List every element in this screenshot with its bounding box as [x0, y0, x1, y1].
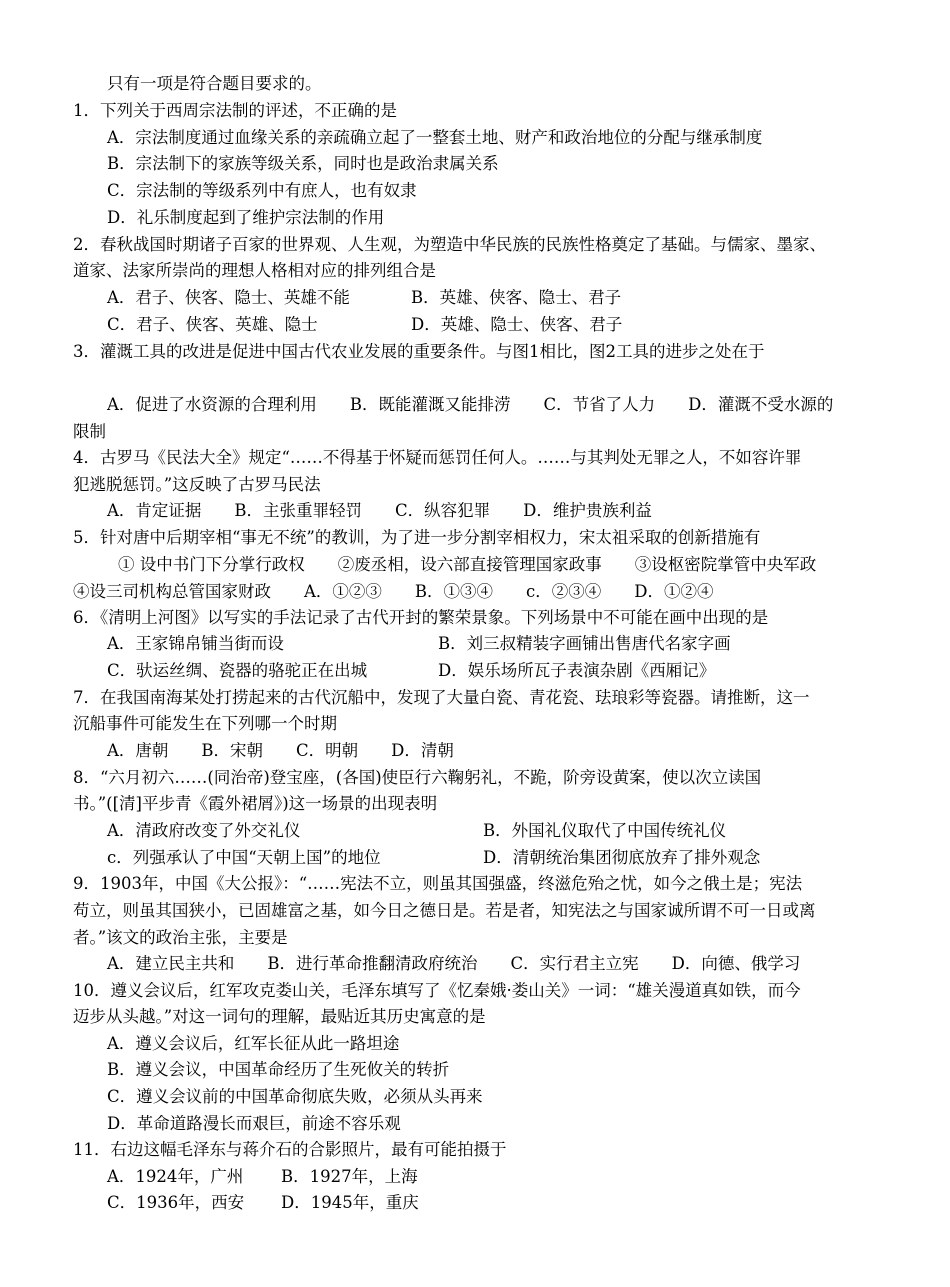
- question-5-items: ① 设中书门下分掌行政权 ②废丞相，设六部直接管理国家政事 ③设枢密院掌管中央军政: [118, 555, 817, 574]
- question-10-option-b: B．遵义会议，中国革命经历了生死攸关的转折: [107, 1060, 450, 1079]
- question-2-stem-line2: 道家、法家所崇尚的理想人格相对应的排列组合是: [73, 261, 436, 280]
- question-6-stem: 6．《清明上河图》以写实的手法记录了古代开封的繁荣景象。下列场景中不可能在画中出现的是: [73, 608, 769, 627]
- question-1-stem: 1．下列关于西周宗法制的评述，不正确的是: [73, 101, 397, 120]
- question-9-stem-line2: 苟立，则虽其国狭小，已固雄富之基，如今日之德日是。若是者，知宪法之与国家诚所谓不可一日或离: [73, 901, 816, 920]
- question-6-option-d: D．娱乐场所瓦子表演杂剧《西厢记》: [438, 661, 716, 680]
- question-11-option-d: D．1945年，重庆: [281, 1193, 419, 1212]
- question-2-option-d: D．英雄、隐士、侠客、君子: [411, 315, 623, 334]
- question-1-option-c: C．宗法制的等级系列中有庶人，也有奴隶: [107, 181, 417, 200]
- question-10-stem-line2: 迈步从头越。”对这一词句的理解，最贴近其历史寓意的是: [73, 1007, 486, 1026]
- question-3-stem: 3．灌溉工具的改进是促进中国古代农业发展的重要条件。与图1相比，图2工具的进步之处在于: [73, 342, 765, 361]
- question-9-options: A．建立民主共和 B．进行革命推翻清政府统治 C．实行君主立宪 D．向德、俄学习: [107, 954, 801, 973]
- question-8-stem-line2: 书。”([清]平步青《霞外裙屑》)这一场景的出现表明: [73, 794, 438, 813]
- question-3-options-continued: 限制: [73, 422, 106, 441]
- question-1-option-a: A．宗法制度通过血缘关系的亲疏确立起了一整套土地、财产和政治地位的分配与继承制度: [107, 128, 763, 147]
- question-4-options: A．肯定证据 B．主张重罪轻罚 C．纵容犯罪 D．维护贵族利益: [107, 501, 652, 520]
- question-8-option-a: A．清政府改变了外交礼仪: [107, 821, 301, 840]
- question-8-option-d: D．清朝统治集团彻底放弃了排外观念: [483, 848, 761, 867]
- question-1-option-b: B．宗法制下的家族等级关系，同时也是政治隶属关系: [107, 154, 499, 173]
- question-2-stem-line1: 2．春秋战国时期诸子百家的世界观、人生观，为塑造中华民族的民族性格奠定了基础。与儒家、墨家、: [73, 235, 826, 254]
- question-2-option-a: A．君子、侠客、隐士、英雄不能: [107, 288, 350, 307]
- question-10-option-d: D．革命道路漫长而艰巨，前途不容乐观: [107, 1114, 401, 1133]
- question-11-stem: 11．右边这幅毛泽东与蒋介石的合影照片，最有可能拍摄于: [73, 1140, 507, 1159]
- question-9-stem-line3: 者。”该文的政治主张，主要是: [73, 928, 288, 947]
- question-4-stem-line2: 犯逃脱惩罚。”这反映了古罗马民法: [73, 475, 321, 494]
- question-11-option-c: C．1936年，西安: [107, 1193, 245, 1212]
- question-5-options: ④设三司机构总管国家财政 A．①②③ B．①③④ c．②③④ D．①②④: [73, 582, 714, 601]
- question-10-option-c: C．遵义会议前的中国革命彻底失败，必须从头再来: [107, 1087, 483, 1106]
- question-10-option-a: A．遵义会议后，红军长征从此一路坦途: [107, 1034, 400, 1053]
- question-7-options: A．唐朝 B．宋朝 C．明朝 D．清朝: [107, 741, 454, 760]
- question-3-options: A．促进了水资源的合理利用 B．既能灌溉又能排涝 C．节省了人力 D．灌溉不受水源的: [107, 395, 834, 414]
- question-2-option-c: C．君子、侠客、英雄、隐士: [107, 315, 318, 334]
- question-6-option-b: B．刘三叔精装字画铺出售唐代名家字画: [438, 634, 731, 653]
- question-8-option-c: c．列强承认了中国“天朝上国”的地位: [107, 848, 381, 867]
- question-8-stem-line1: 8．“六月初六……(同治帝)登宝座，(各国)使臣行六鞠躬礼，不跪，阶旁设黄案，使以次立读国: [73, 768, 762, 787]
- question-1-option-d: D．礼乐制度起到了维护宗法制的作用: [107, 208, 385, 227]
- question-9-stem-line1: 9．1903年，中国《大公报》：“……宪法不立，则虽其国强盛，终滋危殆之忧，如今之俄土是；宪法: [73, 874, 803, 893]
- question-11-option-b: B．1927年，上海: [281, 1167, 418, 1186]
- question-5-stem: 5．针对唐中后期宰相“事无不统”的教训，为了进一步分割宰相权力，宋太祖采取的创新措施有: [73, 528, 761, 547]
- question-10-stem-line1: 10．遵义会议后，红军攻克娄山关，毛泽东填写了《忆秦娥·娄山关》一词：“雄关漫道真如铁，而今: [73, 981, 801, 1000]
- question-6-option-a: A．王家锦帛铺当街而设: [107, 634, 284, 653]
- question-6-option-c: C．驮运丝绸、瓷器的骆驼正在出城: [107, 661, 368, 680]
- question-2-option-b: B．英雄、侠客、隐士、君子: [411, 288, 622, 307]
- instruction-text: 只有一项是符合题目要求的。: [107, 74, 322, 93]
- question-7-stem-line2: 沉船事件可能发生在下列哪一个时期: [73, 714, 337, 733]
- question-7-stem-line1: 7．在我国南海某处打捞起来的古代沉船中，发现了大量白瓷、青花瓷、珐琅彩等瓷器。请推断，这一: [73, 688, 810, 707]
- question-8-option-b: B．外国礼仪取代了中国传统礼仪: [483, 821, 727, 840]
- question-4-stem-line1: 4．古罗马《民法大全》规定“……不得基于怀疑而惩罚任何人。……与其判处无罪之人，不如容许罪: [73, 448, 802, 467]
- question-11-option-a: A．1924年，广州: [107, 1167, 244, 1186]
